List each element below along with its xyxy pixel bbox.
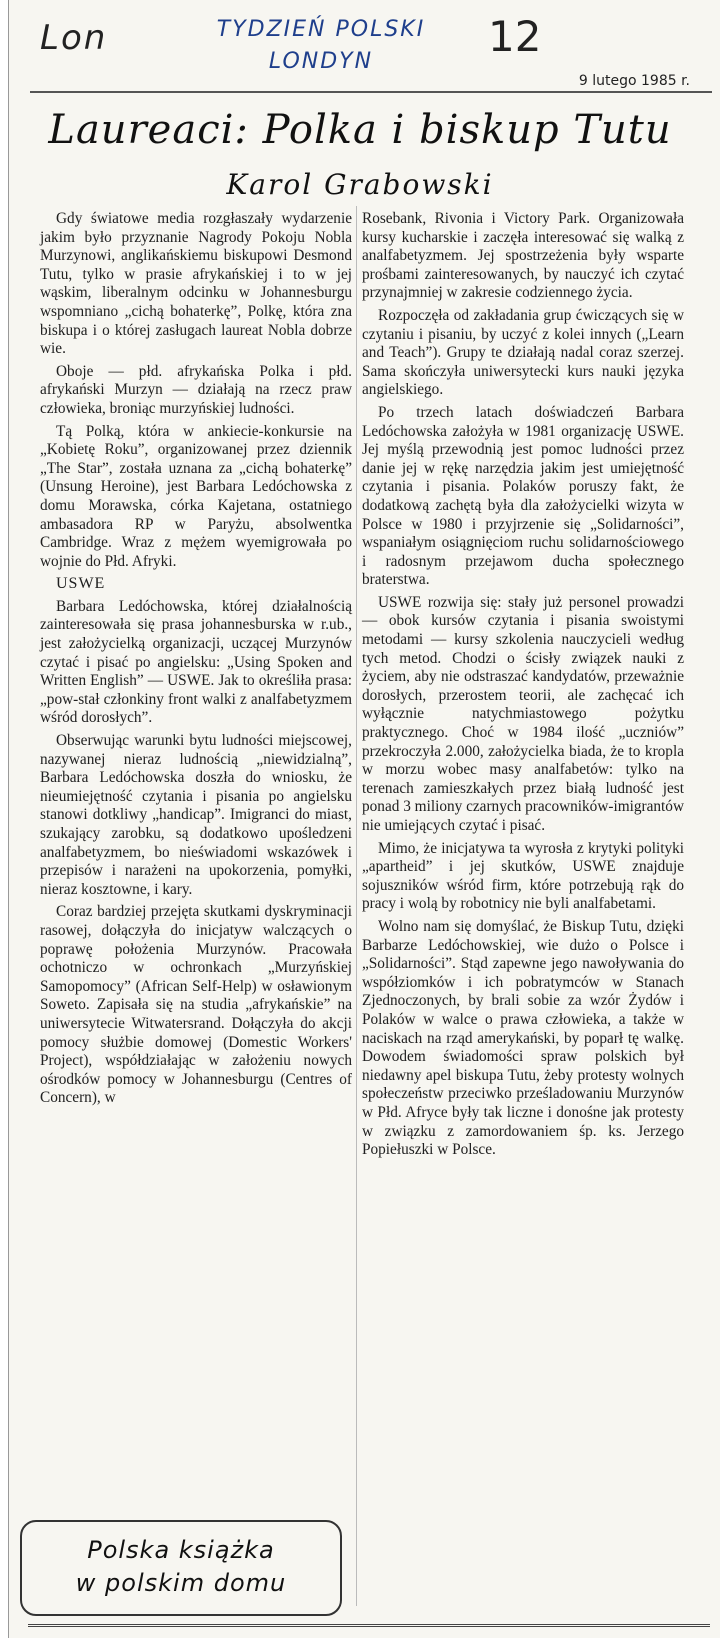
section-subheading: USWE <box>56 575 106 593</box>
scan-edge <box>8 0 9 1638</box>
handwritten-number-text: 12 <box>488 12 542 61</box>
footer-rule <box>28 1624 710 1627</box>
handwritten-note: Lon <box>40 18 108 58</box>
paragraph: Mimo, że inicjatywa ta wyrosła z krytyki polityki „apartheid” i jej skutków, USWE znajduje sojuszników wśród firm, które potrzebują rąk do pracy i wolą by robotnicy nie byli analfabetami. <box>362 839 684 913</box>
article-column-right <box>362 210 684 1610</box>
advert-box <box>20 1520 342 1616</box>
header-rule <box>30 91 712 93</box>
paragraph: Gdy światowe media rozgłaszały wydarzenie jakim było przyznanie Nagrody Pokoju Nobla Murzynowi, anglikańskiemu biskupowi Desmond Tutu, tylko w prasie afrykańskiej i to w jej wąskim, liberalnym odcinku w Johannesburgu wspomniano „cichą bohaterkę”, Polkę, która zna biskupa i o której zasługach laureat Nobla dobrze wie. <box>40 210 352 358</box>
handwritten-number <box>488 12 541 61</box>
column-divider <box>356 206 357 1606</box>
stamp-publication: TYDZIEŃ POLSKI <box>216 17 426 42</box>
paragraph: Barbara Ledóchowska, której działalnością zainteresowała się prasa johannesburska w r.ub., jest założycielką organizacji, uczącej Murzynów czytać i pisać po angielsku: „Using Spoken and Written English” — USWE. Jak to określiła prasa: „pow-stał członkiny front walki z analfabetyzmem wśród dorosłych”. <box>40 597 352 727</box>
paragraph: Tą Polką, która w ankiecie-konkursie na „Kobietę Roku”, organizowanej przez dziennik „The Star”, została uznana za „cichą bohaterkę” (Unsung Heroine), jest Barbara Ledóchowska z domu Morawska, córka Kajetana, ostatniego ambasadora RP w Paryżu, absolwentka Cambridge. Wraz z mężem wyemigrowała po wojnie do Płd. Afryki. <box>40 422 352 570</box>
advert-line: Polska książka <box>87 1536 275 1564</box>
article-headline: Laureaci: Polka i biskup Tutu <box>48 107 672 153</box>
stamp-city: LONDYN <box>268 49 374 74</box>
article-author: Karol Grabowski <box>226 168 494 201</box>
paragraph: Oboje — płd. afrykańska Polka i płd. afrykański Murzyn — działają na rzecz praw człowieka, broniąc murzyńskiej ludności. <box>40 362 352 417</box>
paragraph: Rozpoczęła od zakładania grup ćwiczących się w czytaniu i pisaniu, by uczyć z kolei innych („Learn and Teach”). Grupy te działają nadal coraz szerzej. Sama skończyła uniwersytecki kurs nauki języka angielskiego. <box>362 306 684 399</box>
source-stamp <box>176 14 466 78</box>
advert-line: w polskim domu <box>75 1569 287 1597</box>
publication-date: 9 lutego 1985 r. <box>578 73 690 89</box>
article-column-left <box>40 210 352 1510</box>
paragraph: Coraz bardziej przejęta skutkami dyskryminacji rasowej, dołączyła do inicjatyw walczących o poprawę położenia Murzynów. Pracowała ochotniczo w ochronkach „Murzyńskiej Samopomocy” (African Self-Help) w osławionym Soweto. Zapisała się na studia „afrykańskie” na uniwersytecie Witwatersrand. Dołączyła do akcji pomocy służbie domowej (Domestic Workers' Project), współdziałając w założeniu nowych ośrodków pomocy w Johannesburgu (Centres of Concern), w <box>40 903 352 1107</box>
paragraph: Po trzech latach doświadczeń Barbara Ledóchowska założyła w 1981 organizację USWE. Jej myślą przewodnią jest pomoc ludności przez danie jej w rękę narzędzia jakim jest umiejętność czytania i pisania. Polaków poruszy fakt, że dodatkową zachętą była dla założycielki wizyta w Polsce w 1980 i przyjrzenie się „Solidarności”, wspaniałym osiągnięciom ruchu solidarnościowego i radosnym przejawom ducha społecznego braterstwa. <box>362 403 684 589</box>
paragraph: Wolno nam się domyślać, że Biskup Tutu, dzięki Barbarze Ledóchowskiej, wie dużo o Polsce i „Solidarności”. Stąd zapewne jego nawoływania do współziomków i ich pobratymców w Stanach Zjednoczonych, by brali sobie za wzór Żydów i Polaków w walce o prawa człowieka, a także w naciskach na rząd amerykański, by poparł tę walkę. Dowodem świadomości spraw polskich był niedawny apel biskupa Tutu, żeby protesty wolnych społeczeństw przeciwko prześladowaniu Murzynów w Płd. Afryce były tak liczne i donośne jak protesty w związku z zamordowaniem śp. ks. Jerzego Popiełuszki w Polsce. <box>362 917 684 1159</box>
paragraph: USWE rozwija się: stały już personel prowadzi — obok kursów czytania i pisania swoistymi metodami — kursy szkolenia nauczycieli według tych metod. Chodzi o ścisły związek nauki z życiem, aby nie odstraszać kandydatów, przeważnie dorosłych, przerostem teorii, ale zachęcać ich wyłącznie natychmiastowego pożytku praktycznego. Choć w 1984 ilość „uczniów” przekroczyła 2.000, założycielka biada, że to kropla w morzu wobec masy analfabetów: tylko na terenach zamieszkałych przez białą ludność jest ponad 3 miliony czarnych pracowników-imigrantów nie umiejących czytać i pisać. <box>362 593 684 834</box>
paragraph: Rosebank, Rivonia i Victory Park. Organizowała kursy kucharskie i zaczęła interesować się walką z analfabetyzmem. Jej spostrzeżenia były wsparte prośbami zainteresowanych, by nauczyć ich czytać przynajmniej w zakresie codziennego życia. <box>362 210 684 302</box>
paragraph: Obserwując warunki bytu ludności miejscowej, nazywanej nieraz ludnością „niewidzialną”, Barbara Ledóchowska doszła do wniosku, że nieumiejętność czytania i pisania po angielsku stanowi dotkliwy „handicap”. Imigranci do miast, szukający zarobku, są dodatkowo upośledzeni analfabetyzmem, bo nieświadomi wskazówek i przepisów i narażeni na upokorzenia, pomyłki, nieraz kosztowne, i kary. <box>40 732 352 898</box>
